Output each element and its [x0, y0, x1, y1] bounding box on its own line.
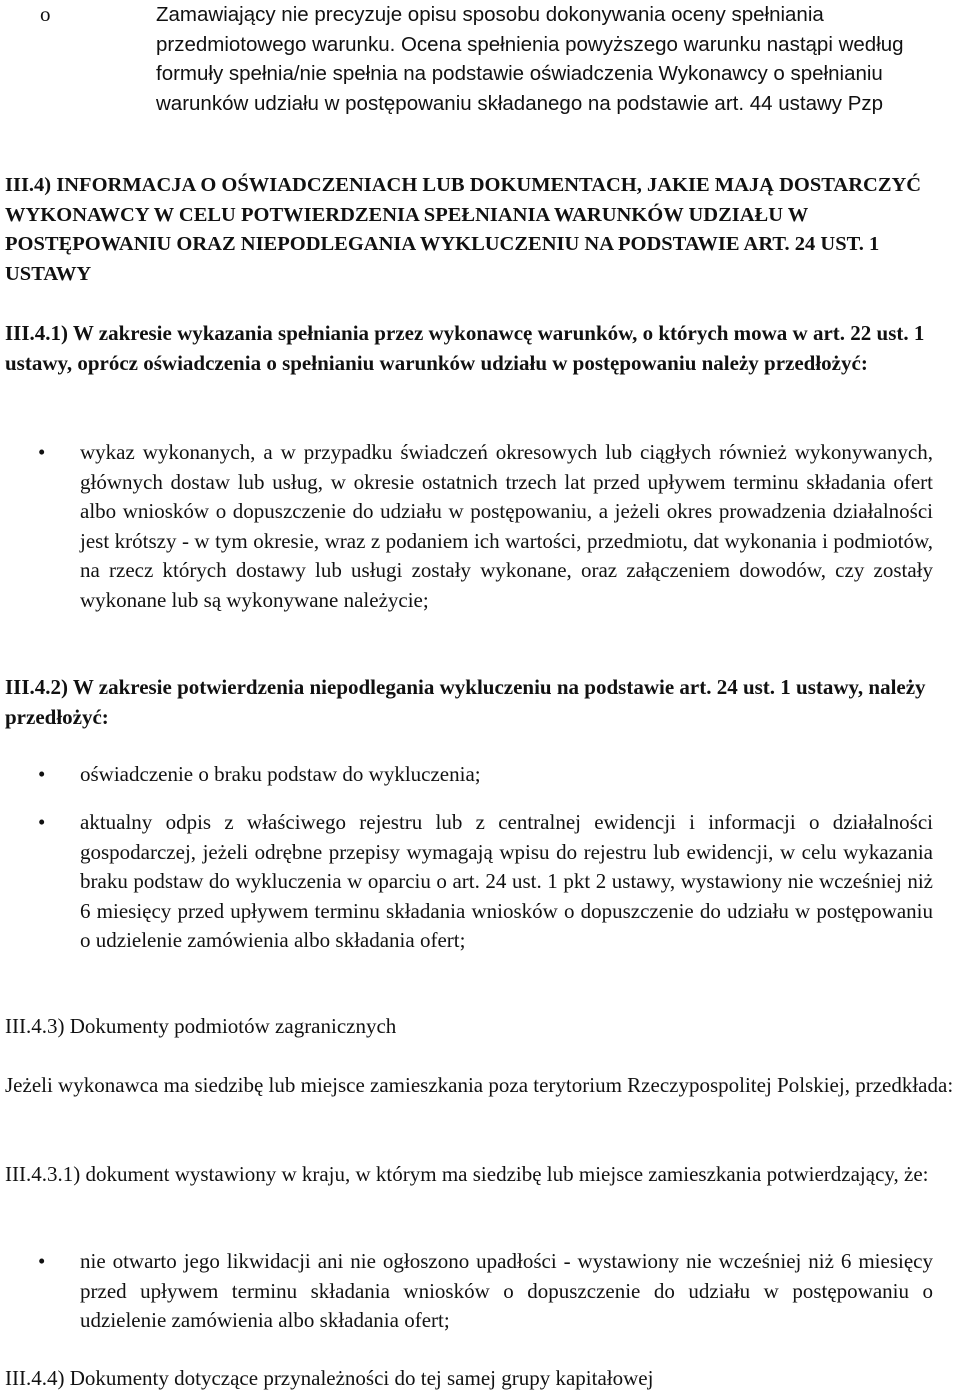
section-3-4-3-1-item-text: nie otwarto jego likwidacji ani nie ogłoszono upadłości - wystawiony nie wcześniej niż 6 miesięcy przed upływem terminu składania wniosków o dopuszczenie do udziału w postępowaniu o udzielenie zamówienia albo składania ofert; — [80, 1249, 933, 1333]
section-3-4-2-item-2-text: aktualny odpis z właściwego rejestru lub z centralnej ewidencji i informacji o działalności gospodarczej, jeżeli odrębne przepisy wymagają wpisu do rejestru lub ewidencji, w celu wykazania braku podstaw do wykluczenia w oparciu o art. 24 ust. 1 pkt 2 ustawy, wystawiony nie wcześniej niż 6 miesięcy przed upływem terminu składania wniosków o dopuszczenie do udziału w postępowaniu o udzielenie zamówienia albo składania ofert; — [80, 810, 933, 953]
section-3-4-1-heading: III.4.1) W zakresie wykazania spełniania przez wykonawcę warunków, o których mowa w art. 22 ust. 1 ustawy, oprócz oświadczenia o spełnianiu warunków udziału w postępowaniu należy przedłożyć: — [5, 321, 925, 375]
section-3-4-1-item-text: wykaz wykonanych, a w przypadku świadczeń okresowych lub ciągłych również wykonywanych, głównych dostaw lub usług, w okresie ostatnich trzech lat przed upływem terminu składania ofert albo wniosków o dopuszczenie do udziału w postępowaniu, a jeżeli okres prowadzenia działalności jest krótszy - w tym okresie, wraz z podaniem ich wartości, przedmiotu, dat wykonania i podmiotów, na rzecz których dostawy lub usługi zostały wykonane, oraz załączeniem dowodów, czy zostały wykonane lub są wykonywane należycie; — [80, 440, 933, 612]
bullet-icon: • — [38, 1249, 46, 1273]
list-marker-o: o — [40, 2, 51, 26]
section-3-4-heading: III.4) INFORMACJA O OŚWIADCZENIACH LUB DOKUMENTACH, JAKIE MAJĄ DOSTARCZYĆ WYKONAWCY W CELU POTWIERDZENIA SPEŁNIANIA WARUNKÓW UDZIAŁU W POSTĘPOWANIU ORAZ NIEPODLEGANIA WYKLUCZENIU NA PODSTAWIE ART. 24 UST. 1 USTAWY — [5, 174, 922, 285]
top-item-text: Zamawiający nie precyzuje opisu sposobu dokonywania oceny spełniania przedmiotowego warunku. Ocena spełnienia powyższego warunku nastąpi według formuły spełnia/nie spełnia na podstawie oświadczenia Wykonawcy o spełnianiu warunków udziału w postępowaniu składanego na podstawie art. 44 ustawy Pzp — [156, 3, 904, 115]
bullet-icon: • — [38, 440, 46, 464]
section-3-4-2-item-1-text: oświadczenie o braku podstaw do wykluczenia; — [80, 762, 481, 786]
section-3-4-2-heading: III.4.2) W zakresie potwierdzenia niepodlegania wykluczeniu na podstawie art. 24 ust. 1 ustawy, należy przedłożyć: — [5, 675, 926, 729]
section-3-4-3-intro: Jeżeli wykonawca ma siedzibę lub miejsce zamieszkania poza terytorium Rzeczypospolitej Polskiej, przedkłada: — [5, 1073, 954, 1097]
bullet-icon: • — [38, 762, 46, 786]
bullet-icon: • — [38, 810, 46, 834]
section-3-4-3-1-heading: III.4.3.1) dokument wystawiony w kraju, w którym ma siedzibę lub miejsce zamieszkania potwierdzający, że: — [5, 1162, 929, 1186]
section-3-4-4-heading: III.4.4) Dokumenty dotyczące przynależności do tej samej grupy kapitałowej — [5, 1366, 654, 1390]
section-3-4-3-heading: III.4.3) Dokumenty podmiotów zagranicznych — [5, 1014, 397, 1038]
